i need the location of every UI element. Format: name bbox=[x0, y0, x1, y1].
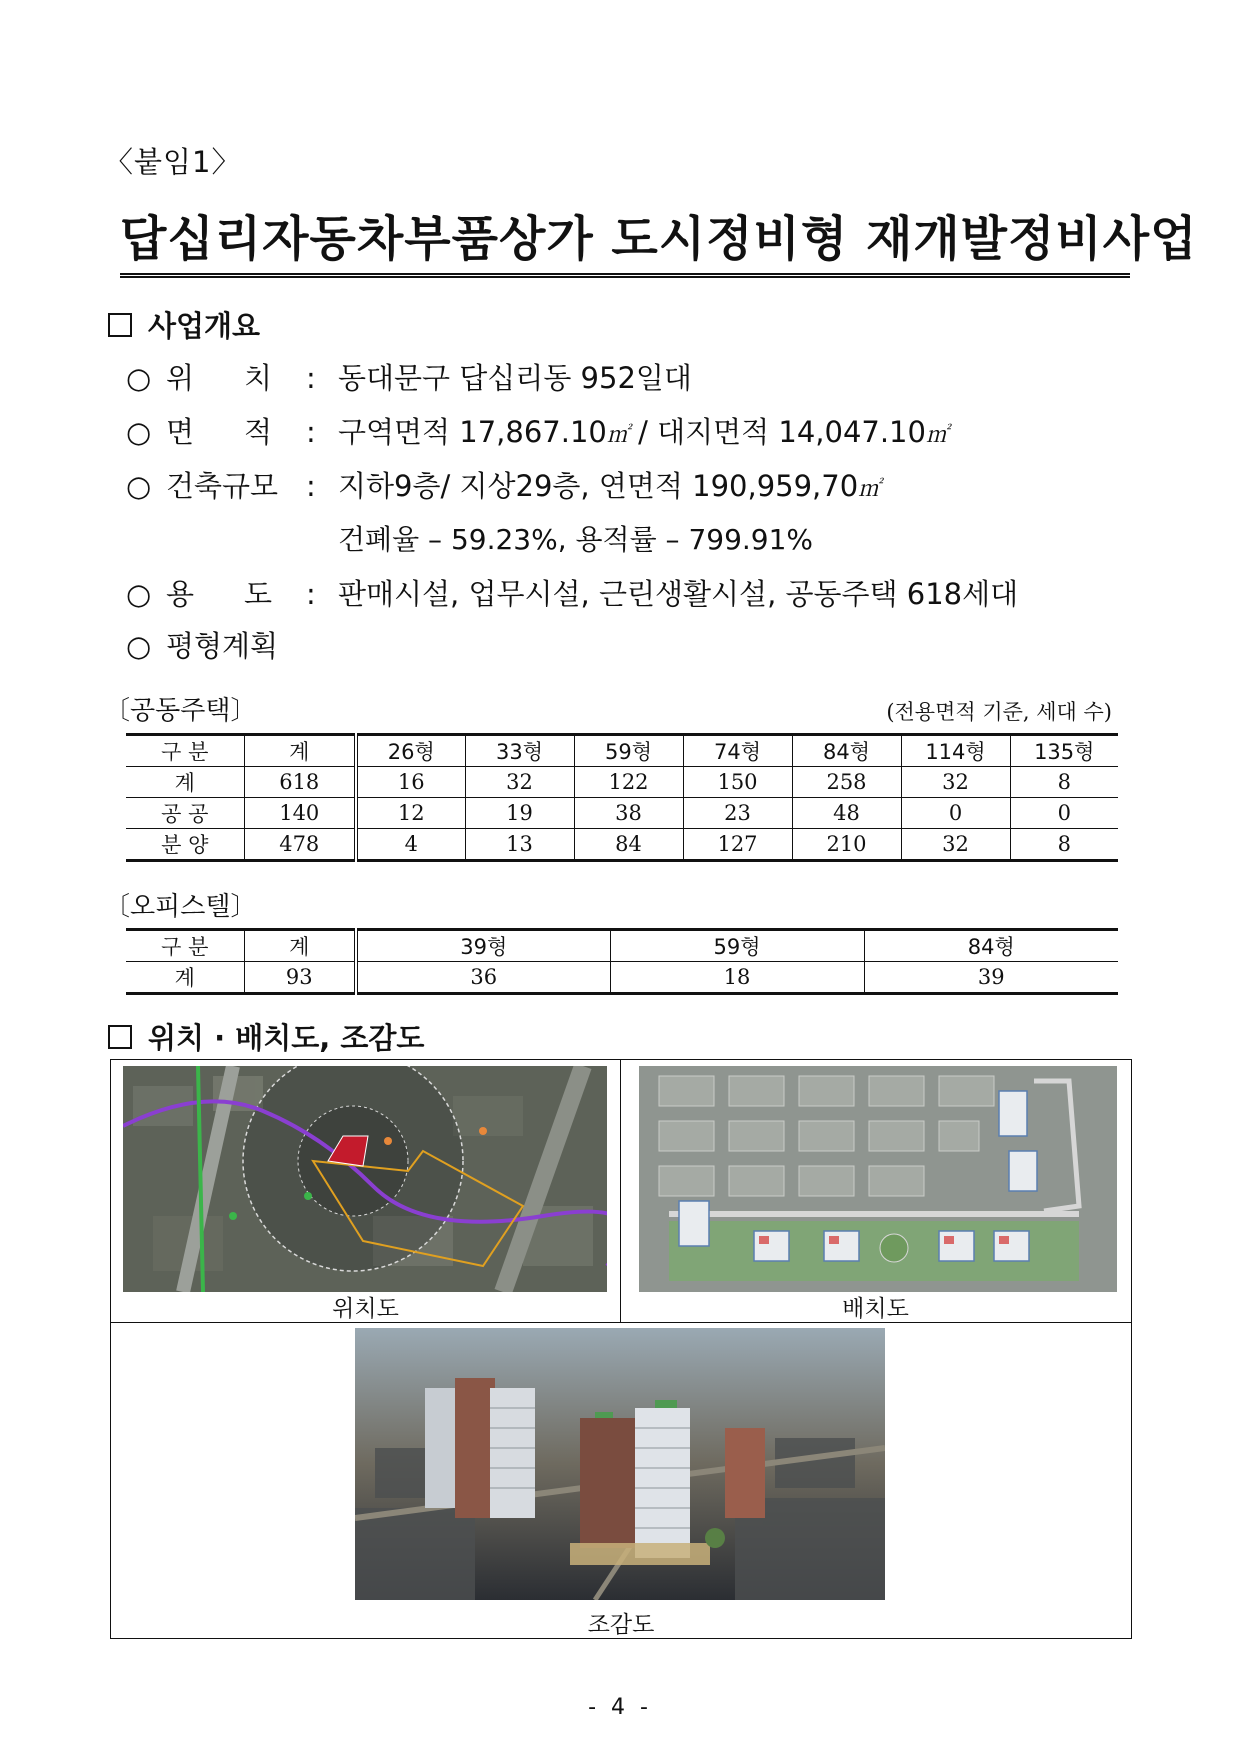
overview-item-scale bbox=[126, 464, 880, 505]
table-cell: 48 bbox=[792, 798, 901, 829]
circle-bullet-icon: ○ bbox=[126, 469, 152, 503]
table-cell: 0 bbox=[1010, 798, 1118, 829]
caption-aerial: 조감도 bbox=[587, 1612, 655, 1638]
location-map-image bbox=[123, 1066, 607, 1292]
table-cell: 140 bbox=[244, 798, 356, 829]
section-heading-text: 위치 · 배치도, 조감도 bbox=[148, 1021, 425, 1055]
circle-bullet-icon: ○ bbox=[126, 415, 152, 449]
item-value-2: / 대지면적 14,047.10 bbox=[628, 415, 926, 449]
table-cell: 계 bbox=[126, 767, 244, 798]
table-header-cell: 84형 bbox=[864, 930, 1118, 962]
item-value: 동대문구 답십리동 952일대 bbox=[338, 361, 692, 395]
table-cell: 210 bbox=[792, 829, 901, 861]
table-cell: 18 bbox=[610, 962, 864, 994]
table-cell: 8 bbox=[1010, 767, 1118, 798]
table-cell: 122 bbox=[574, 767, 683, 798]
table-cell: 공 공 bbox=[126, 798, 244, 829]
table-cell: 16 bbox=[356, 767, 465, 798]
table-row bbox=[126, 962, 1118, 994]
table-cell: 478 bbox=[244, 829, 356, 861]
table-cell: 618 bbox=[244, 767, 356, 798]
table-header-cell: 59형 bbox=[610, 930, 864, 962]
table-cell: 258 bbox=[792, 767, 901, 798]
table-header-cell: 59형 bbox=[574, 735, 683, 767]
table-cell: 분 양 bbox=[126, 829, 244, 861]
table-header-cell: 구 분 bbox=[126, 930, 244, 962]
table-header-cell: 구 분 bbox=[126, 735, 244, 767]
table-cell: 4 bbox=[356, 829, 465, 861]
housing-note: (전용면적 기준, 세대 수) bbox=[886, 700, 1112, 724]
table-header-cell: 84형 bbox=[792, 735, 901, 767]
section-heading-images bbox=[108, 1016, 424, 1057]
overview-item-use bbox=[126, 572, 1018, 613]
overview-item-unit-plan bbox=[126, 624, 278, 665]
circle-bullet-icon: ○ bbox=[126, 361, 152, 395]
overview-item-area bbox=[126, 410, 948, 451]
unit-square-meter: ㎡ bbox=[858, 477, 881, 502]
table-cell: 36 bbox=[356, 962, 610, 994]
item-label: 용 도 bbox=[166, 577, 273, 611]
table-cell: 23 bbox=[683, 798, 792, 829]
unit-square-meter: ㎡ bbox=[925, 423, 948, 448]
table-cell: 12 bbox=[356, 798, 465, 829]
officetel-heading: 〔오피스텔〕 bbox=[104, 892, 257, 922]
table-header-cell: 계 bbox=[244, 735, 356, 767]
table-cell: 150 bbox=[683, 767, 792, 798]
layout-plan-image bbox=[639, 1066, 1117, 1292]
item-value: 판매시설, 업무시설, 근린생활시설, 공동주택 618세대 bbox=[338, 577, 1019, 611]
table-header-cell: 39형 bbox=[356, 930, 610, 962]
table-cell: 19 bbox=[465, 798, 574, 829]
checkbox-square-icon bbox=[108, 1025, 132, 1049]
page-number: - 4 - bbox=[588, 1695, 652, 1720]
unit-square-meter: ㎡ bbox=[606, 423, 629, 448]
table-header-cell: 33형 bbox=[465, 735, 574, 767]
item-value: 지하9층/ 지상29층, 연면적 190,959,70 bbox=[338, 469, 859, 503]
table-header-cell: 135형 bbox=[1010, 735, 1118, 767]
overview-item-location bbox=[126, 356, 692, 397]
table-header-cell: 26형 bbox=[356, 735, 465, 767]
colon: : bbox=[306, 415, 316, 449]
section-heading-overview bbox=[108, 304, 260, 345]
item-label: 평형계획 bbox=[166, 629, 279, 663]
item-label: 위 치 bbox=[166, 361, 273, 395]
table-cell: 0 bbox=[901, 798, 1010, 829]
colon: : bbox=[306, 361, 316, 395]
caption-location: 위치도 bbox=[332, 1296, 399, 1322]
circle-bullet-icon: ○ bbox=[126, 577, 152, 611]
table-cell: 84 bbox=[574, 829, 683, 861]
document-title: 답십리자동차부품상가 도시정비형 재개발정비사업 bbox=[120, 200, 1130, 278]
image-frame bbox=[110, 1059, 1132, 1639]
table-cell: 13 bbox=[465, 829, 574, 861]
table-row bbox=[126, 798, 1118, 829]
table-cell: 32 bbox=[465, 767, 574, 798]
officetel-table bbox=[126, 928, 1118, 995]
table-cell: 32 bbox=[901, 829, 1010, 861]
overview-item-scale-ratios: 건폐율 – 59.23%, 용적률 – 799.91% bbox=[338, 523, 814, 556]
colon: : bbox=[306, 577, 316, 611]
item-label: 건축규모 bbox=[166, 469, 279, 503]
table-cell: 38 bbox=[574, 798, 683, 829]
table-header-cell: 계 bbox=[244, 930, 356, 962]
table-header-cell: 114형 bbox=[901, 735, 1010, 767]
table-cell: 계 bbox=[126, 962, 244, 994]
item-label: 면 적 bbox=[166, 415, 273, 449]
table-row bbox=[126, 829, 1118, 861]
table-cell: 39 bbox=[864, 962, 1118, 994]
section-heading-text: 사업개요 bbox=[148, 309, 261, 343]
frame-divider bbox=[620, 1060, 621, 1322]
circle-bullet-icon: ○ bbox=[126, 629, 152, 663]
table-cell: 8 bbox=[1010, 829, 1118, 861]
table-header-cell: 74형 bbox=[683, 735, 792, 767]
colon: : bbox=[306, 469, 316, 503]
table-cell: 93 bbox=[244, 962, 356, 994]
table-header-row bbox=[126, 735, 1118, 767]
table-row bbox=[126, 767, 1118, 798]
attachment-label: 〈붙임1〉 bbox=[104, 145, 242, 179]
aerial-view-image bbox=[355, 1328, 885, 1600]
checkbox-square-icon bbox=[108, 313, 132, 337]
table-cell: 32 bbox=[901, 767, 1010, 798]
table-cell: 127 bbox=[683, 829, 792, 861]
housing-heading: 〔공동주택〕 bbox=[104, 696, 257, 726]
table-header-row bbox=[126, 930, 1118, 962]
item-value: 구역면적 17,867.10 bbox=[338, 415, 607, 449]
caption-layout: 배치도 bbox=[842, 1296, 909, 1322]
housing-table bbox=[126, 733, 1118, 862]
